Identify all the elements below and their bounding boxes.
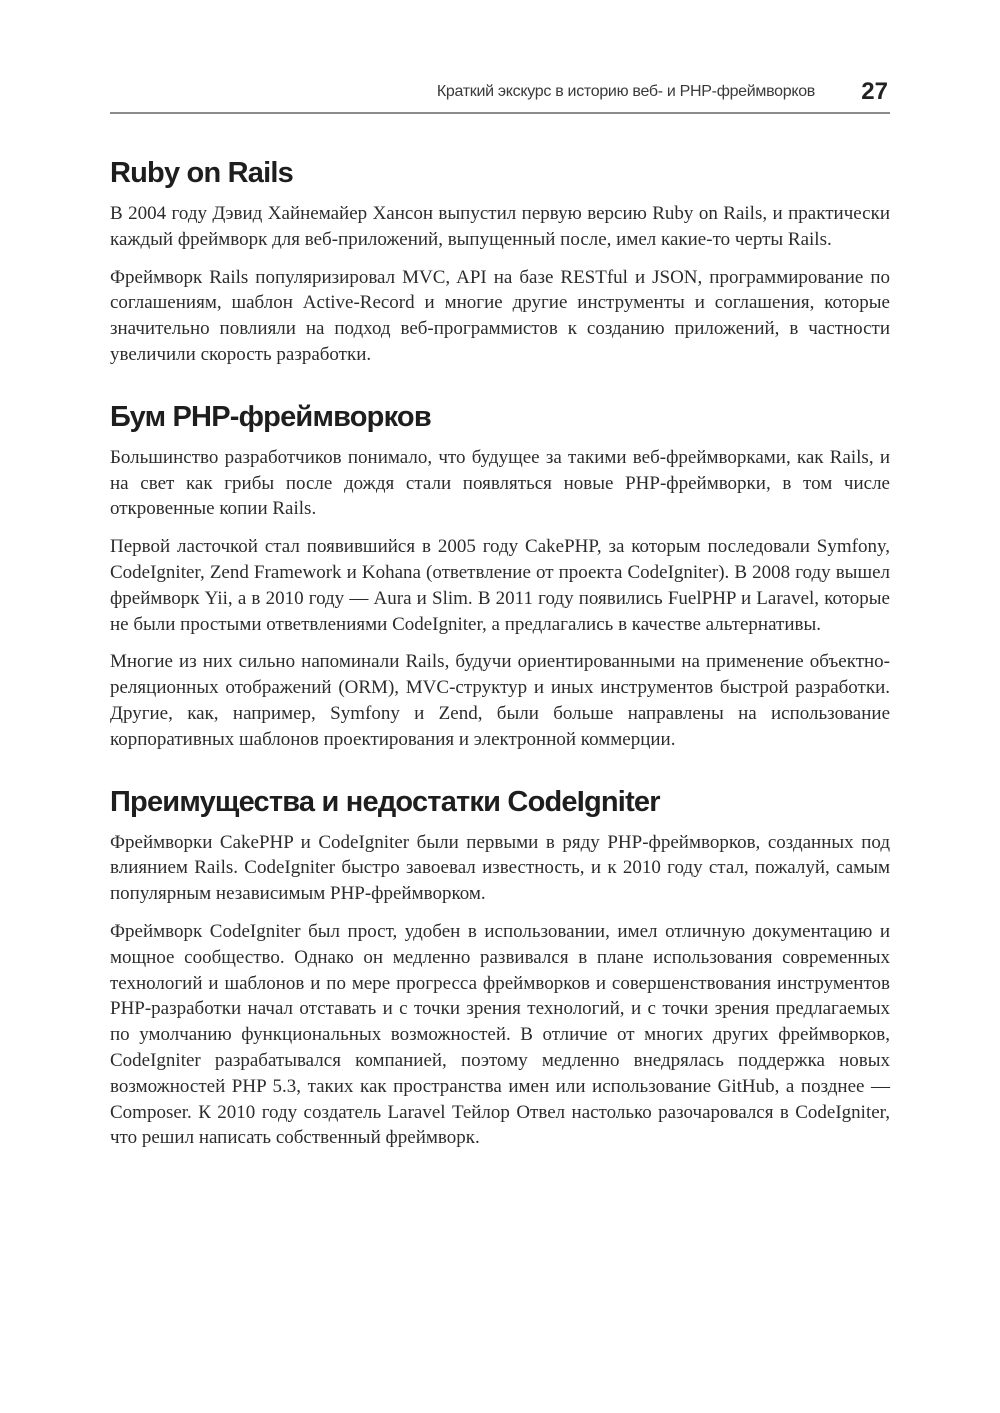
- paragraph: Многие из них сильно напоминали Rails, будучи ориентированными на применение объектно-реляционных отображений (ORM), MVC-структур и иных инструментов быстрой разработки. Другие, как, например, Symfony и Zend, были больше направлены на использование корпоративных шаблонов проектирования и электронной коммерции.: [110, 651, 890, 750]
- paragraph: Большинство разработчиков понимало, что будущее за такими веб-фреймворками, как Rails, и на свет как грибы после дождя стали появляться новые PHP-фреймворки, в том числе откровенные копии Rails.: [110, 446, 890, 520]
- paragraph: Фреймворк CodeIgniter был прост, удобен в использовании, имел отличную документацию и мощное сообщество. Однако он медленно развивался в плане использования современных технологий и шаблонов и по мере прогресса фреймворков и совершенствования инструментов PHP-разработки начал отставать и с точки зрения технологий, и с точки зрения предлагаемых по умолчанию функциональных возможностей. В отличие от многих других фреймворков, CodeIgniter разрабатывался компанией, поэтому медленно внедрялась поддержка новых возможностей PHP 5.3, таких как пространства имен или использование GitHub, а позднее — Composer. К 2010 году создатель Laravel Тейлор Отвел настолько разочаровался в CodeIgniter, что решил написать собственный фреймворк.: [110, 920, 890, 1149]
- paragraph: Фреймворки CakePHP и CodeIgniter были первыми в ряду PHP-фреймворков, созданных под влиянием Rails. CodeIgniter быстро завоевал известность, и к 2010 году стал, пожалуй, самым популярным независимым PHP-фреймворком.: [110, 831, 890, 905]
- paragraph: Фреймворк Rails популяризировал MVC, API на базе RESTful и JSON, программирование по соглашениям, шаблон Active-Record и многие другие инструменты и соглашения, которые значительно повлияли на подход веб-программистов к созданию приложений, в частности увеличили скорость разработки.: [110, 266, 890, 365]
- running-header-title: Краткий экскурс в историю веб- и PHP-фреймворков: [436, 83, 815, 100]
- paragraph: Первой ласточкой стал появившийся в 2005 году CakePHP, за которым последовали Symfony, CodeIgniter, Zend Framework и Kohana (ответвление от проекта CodeIgniter). В 2008 году вышел фреймворк Yii, а в 2010 году — Aura и Slim. В 2011 году появились FuelPHP и Laravel, которые не были простыми ответвлениями CodeIgniter, а предлагались в качестве альтернативы.: [110, 536, 890, 635]
- section-heading: Ruby on Rails: [110, 157, 293, 189]
- section-php-frameworks-boom: [110, 400, 890, 753]
- page-number: 27: [861, 78, 888, 105]
- paragraph: В 2004 году Дэвид Хайнемайер Хансон выпустил первую версию Ruby on Rails, и практически каждый фреймворк для веб-приложений, выпущенный после, имел какие-то черты Rails.: [110, 203, 890, 250]
- section-heading: Преимущества и недостатки CodeIgniter: [110, 785, 660, 818]
- book-page: [110, 78, 890, 1163]
- running-header: [110, 78, 890, 114]
- section-codeigniter-pros-cons: [110, 785, 890, 1152]
- section-heading: Бум PHP-фреймворков: [110, 400, 431, 433]
- section-ruby-on-rails: [110, 156, 890, 368]
